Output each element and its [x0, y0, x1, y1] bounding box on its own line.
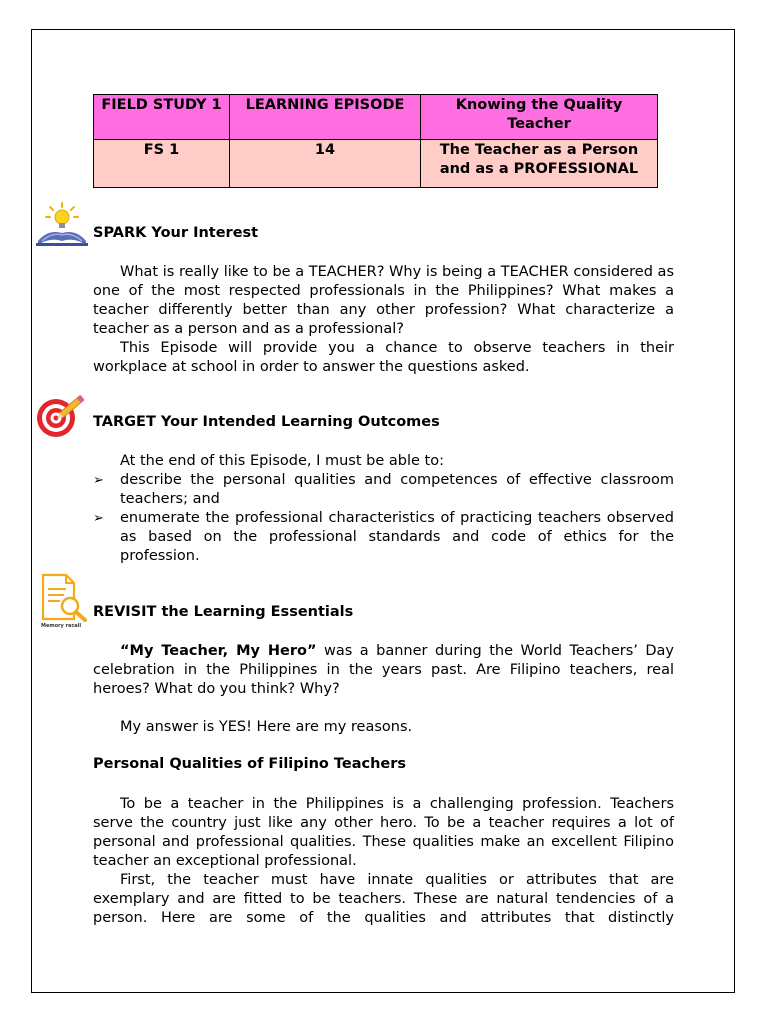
list-item: ➢ enumerate the professional characteristics of practicing teachers observed as based on the professional standards and code of ethics for the profession. [93, 510, 674, 564]
header-cell-field-study: FIELD STUDY 1 [94, 95, 230, 140]
revisit-answer [93, 718, 674, 737]
revisit-body [93, 642, 674, 699]
header-row-2 [94, 140, 658, 188]
arrow-bullet-icon: ➢ [93, 473, 104, 488]
header-table [93, 94, 658, 188]
header-row-1 [94, 95, 658, 140]
quote-text: “My Teacher, My Hero” [120, 643, 317, 659]
header-cell-episode-number: 14 [230, 140, 421, 188]
header-cell-title: Knowing the Quality Teacher [421, 95, 658, 140]
personal-paragraph-1: To be a teacher in the Philippines is a challenging profession. Teachers serve the country just like any other hero. To be a teacher requires a lot of personal and professional qualities. These qualities make an excellent Filipino teacher an exceptional professional. [93, 796, 674, 869]
target-body [93, 452, 674, 566]
svg-text:Memory recall: Memory recall [41, 623, 82, 629]
personal-paragraph-2: First, the teacher must have innate qualities or attributes that are exemplary and are fitted to be teachers. These are natural tendencies of a person. Here are some of the qualities and attributes that distinctly [93, 872, 674, 926]
document-magnifier-icon [38, 573, 90, 629]
target-heading: TARGET Your Intended Learning Outcomes [93, 414, 440, 430]
personal-body [93, 795, 674, 928]
list-item: ➢ describe the personal qualities and competences of effective classroom teachers; and [93, 472, 674, 507]
spark-paragraph-1: What is really like to be a TEACHER? Why is being a TEACHER considered as one of the most respected professionals in the Philippines? What makes a teacher differently better than any other profession? What characterize a teacher as a person and as a professional? [93, 264, 674, 337]
header-cell-subtitle: The Teacher as a Person and as a PROFESSIONAL [421, 140, 658, 188]
target-icon [31, 393, 95, 439]
outcomes-list [93, 471, 674, 566]
spark-heading: SPARK Your Interest [93, 225, 259, 241]
revisit-heading: REVISIT the Learning Essentials [93, 604, 354, 620]
target-lead: At the end of this Episode, I must be able to: [120, 453, 444, 469]
revisit-paragraph-1: “My Teacher, My Hero” was a banner during the World Teachers’ Day celebration in the Philippines in the years past. Are Filipino teachers, real heroes? What do you think? Why? [93, 643, 675, 697]
spark-paragraph-2: This Episode will provide you a chance to observe teachers in their workplace at school in order to answer the questions asked. [93, 340, 674, 375]
spark-body [93, 263, 674, 377]
header-cell-fs: FS 1 [94, 140, 230, 188]
lightbulb-book-icon [34, 201, 90, 247]
revisit-paragraph-2: My answer is YES! Here are my reasons. [120, 719, 413, 735]
header-cell-learning-episode: LEARNING EPISODE [230, 95, 421, 140]
arrow-bullet-icon: ➢ [93, 511, 104, 526]
personal-qualities-heading: Personal Qualities of Filipino Teachers [93, 756, 407, 772]
